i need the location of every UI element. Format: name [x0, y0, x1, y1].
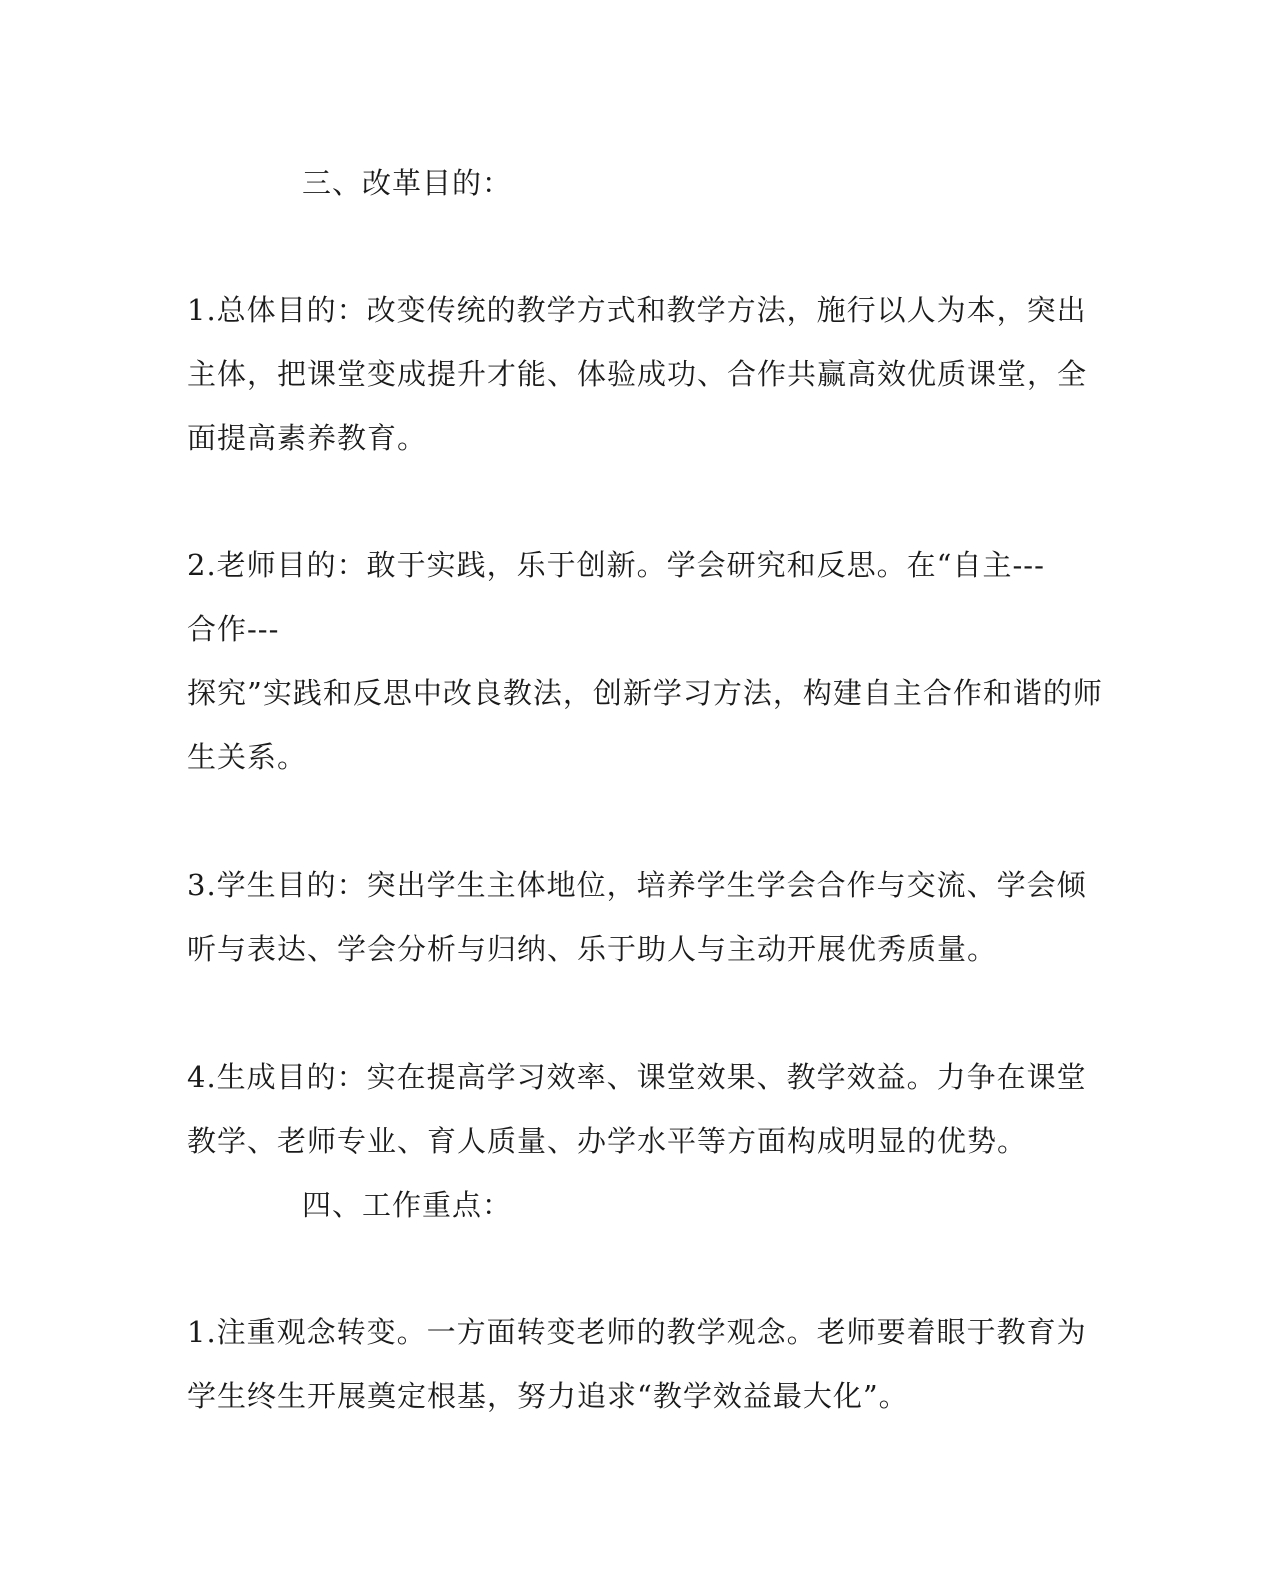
paragraph-line: 听与表达、学会分析与归纳、乐于助人与主动开展优秀质量。 [187, 932, 998, 966]
paragraph-line: 主体，把课堂变成提升才能、体验成功、合作共赢高效优质课堂，全 [187, 357, 1088, 391]
paragraph-line: 教学、老师专业、育人质量、办学水平等方面构成明显的优势。 [187, 1124, 1028, 1158]
paragraph-line: 学生终生开展奠定根基，努力追求“教学效益最大化”。 [187, 1379, 909, 1413]
paragraph-line: 生关系。 [187, 740, 308, 774]
paragraph-line: 1.注重观念转变。一方面转变老师的教学观念。老师要着眼于教育为 [187, 1315, 1087, 1349]
paragraph-line: 3.学生目的：突出学生主体地位，培养学生学会合作与交流、学会倾 [187, 868, 1087, 902]
paragraph-line: 面提高素养教育。 [187, 421, 428, 455]
paragraph-line: 探究”实践和反思中改良教法，创新学习方法，构建自主合作和谐的师 [187, 676, 1103, 710]
section-heading: 四、工作重点： [302, 1188, 513, 1222]
section-heading: 三、改革目的： [302, 166, 513, 200]
paragraph-line: 4.生成目的：实在提高学习效率、课堂效果、教学效益。力争在课堂 [187, 1060, 1087, 1094]
paragraph-line: 2.老师目的：敢于实践，乐于创新。学会研究和反思。在“自主--- [187, 548, 1045, 582]
paragraph-line: 合作--- [187, 612, 280, 646]
paragraph-line: 1.总体目的：改变传统的教学方式和教学方法，施行以人为本，突出 [187, 293, 1087, 327]
